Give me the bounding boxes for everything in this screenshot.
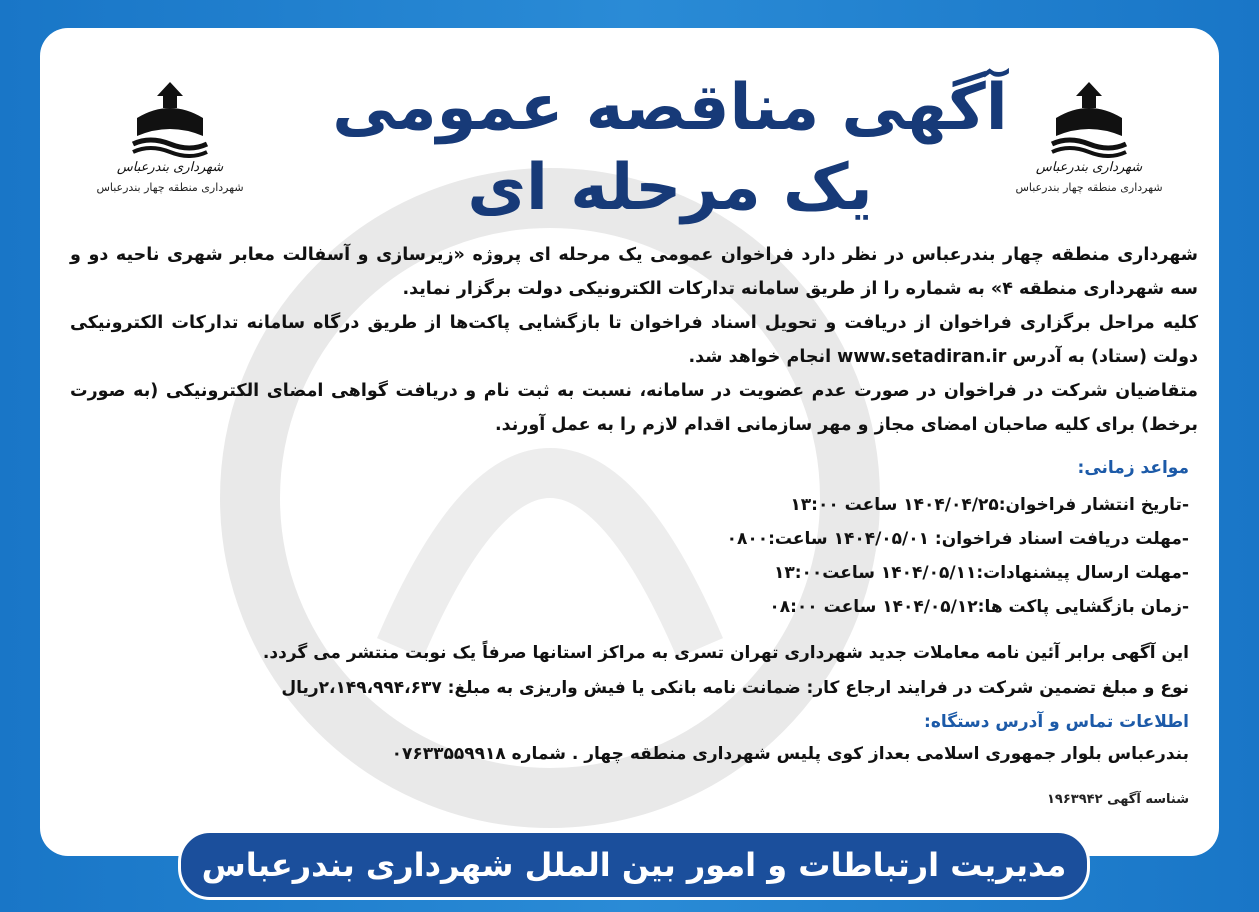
schedule-item: -مهلت ارسال پیشنهادات:۱۴۰۴/۰۵/۱۱ ساعت۱۳:۰۰ — [773, 563, 1189, 583]
logo-caption: شهرداری منطقه چهار بندرعباس — [1015, 181, 1163, 194]
body-paragraph: متقاضیان شرکت در فراخوان در صورت عدم عضویت در سامانه، نسبت به ثبت نام و دریافت گواهی امضای الکترونیکی (به صورت برخط) برای کلیه صاحبان امضای مجاز و مهر سازمانی اقدام لازم را به عمل آورند. — [70, 381, 1198, 435]
footer-text: مدیریت ارتباطات و امور بین الملل شهرداری بندرعباس — [201, 846, 1067, 884]
municipality-emblem-icon — [1044, 78, 1134, 158]
schedule-item: -زمان بازگشایی پاکت ها:۱۴۰۴/۰۵/۱۲ ساعت ۰۸:۰۰ — [769, 597, 1189, 617]
footer-banner — [178, 830, 1090, 900]
note-line: این آگهی برابر آئین نامه معاملات جدید شهرداری تهران تسری به مراکز استانها صرفاً یک نوبت منتشر می گردد. — [262, 643, 1189, 663]
body-paragraph: کلیه مراحل برگزاری فراخوان از دریافت و تحویل اسناد فراخوان تا بازگشایی پاکت‌ها از طریق درگاه سامانه تدارکات الکترونیکی دولت (ستاد) به آدرس www.setadiran.ir انجام خواهد شد. — [70, 313, 1198, 367]
logo-script: شهرداری بندرعباس — [1035, 160, 1143, 175]
title-line-2: یک مرحله ای — [467, 151, 873, 225]
ad-id: شناسه آگهی ۱۹۶۳۹۴۲ — [1047, 792, 1189, 807]
notice-title — [300, 68, 1040, 228]
notice-notes — [89, 636, 1189, 706]
municipality-logo-left — [70, 78, 270, 248]
notice-body — [70, 238, 1198, 442]
title-line-1: آگهی مناقصه عمومی — [332, 71, 1008, 145]
note-line: نوع و مبلغ تضمین شرکت در فرایند ارجاع کار: ضمانت نامه بانکی یا فیش واریزی به مبلغ: ۲،۱۴۹،۹۹۴،۶۳۷ریال — [281, 678, 1189, 698]
logo-caption: شهرداری منطقه چهار بندرعباس — [96, 181, 244, 194]
municipality-emblem-icon — [125, 78, 215, 158]
schedule-item: -مهلت دریافت اسناد فراخوان: ۱۴۰۴/۰۵/۰۱ ساعت:۰۸۰۰ — [726, 529, 1189, 549]
logo-script: شهرداری بندرعباس — [116, 160, 224, 175]
schedule-list — [489, 488, 1189, 624]
body-paragraph: شهرداری منطقه چهار بندرعباس در نظر دارد فراخوان عمومی یک مرحله ای پروژه «زیرسازی و آسفالت معابر شهری ناحیه دو و سه شهرداری منطقه ۴» به شماره را از طریق سامانه تدارکات الکترونیکی دولت برگزار نماید. — [70, 245, 1198, 299]
schedule-heading: مواعد زمانی: — [1077, 458, 1189, 478]
contact-address: بندرعباس بلوار جمهوری اسلامی بعداز کوی پلیس شهرداری منطقه چهار . شماره ۰۷۶۳۳۵۵۹۹۱۸ — [391, 744, 1189, 764]
schedule-item: -تاریخ انتشار فراخوان:۱۴۰۴/۰۴/۲۵ ساعت ۱۳:۰۰ — [790, 495, 1189, 515]
contact-heading: اطلاعات تماس و آدرس دستگاه: — [924, 712, 1189, 732]
